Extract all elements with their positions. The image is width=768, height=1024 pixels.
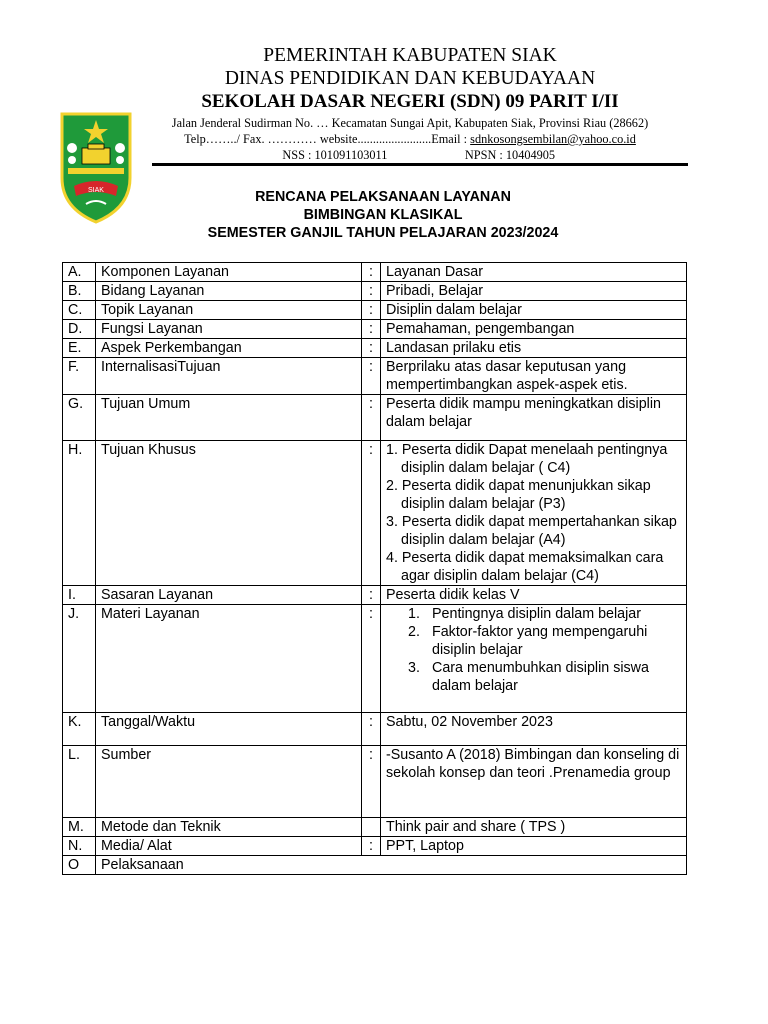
row-value: Pribadi, Belajar xyxy=(381,282,687,301)
table-row xyxy=(63,358,687,395)
row-label: Topik Layanan xyxy=(96,301,362,320)
material-list xyxy=(386,605,681,695)
row-code: C. xyxy=(63,301,96,320)
list-number: 1. xyxy=(408,606,420,622)
row-value: Peserta didik kelas V xyxy=(381,586,687,605)
row-colon: : xyxy=(362,301,381,320)
row-label: Tujuan Umum xyxy=(96,395,362,441)
row-colon: : xyxy=(362,713,381,746)
table-row xyxy=(63,263,687,282)
row-colon xyxy=(362,818,381,837)
row-value: Landasan prilaku etis xyxy=(381,339,687,358)
table-row xyxy=(63,339,687,358)
title-line-3: SEMESTER GANJIL TAHUN PELAJARAN 2023/2024 xyxy=(207,225,559,241)
letterhead-divider xyxy=(152,163,688,166)
government-name: PEMERINTAH KABUPATEN SIAK xyxy=(263,45,557,66)
row-colon: : xyxy=(362,441,381,586)
school-contact xyxy=(150,131,670,148)
list-item: 3. Peserta didik dapat mempertahankan sikap disiplin dalam belajar (A4) xyxy=(386,514,677,548)
row-code: G. xyxy=(63,395,96,441)
row-label: Metode dan Teknik xyxy=(96,818,362,837)
row-label: Bidang Layanan xyxy=(96,282,362,301)
table-row xyxy=(63,713,687,746)
school-name: SEKOLAH DASAR NEGERI (SDN) 09 PARIT I/II xyxy=(201,91,619,112)
nss-code: NSS : 101091103011 xyxy=(282,148,388,162)
school-codes xyxy=(150,148,670,163)
list-item: 2. Peserta didik dapat menunjukkan sikap disiplin dalam belajar (P3) xyxy=(386,478,651,512)
row-value: Peserta didik mampu meningkatkan disiplin dalam belajar xyxy=(381,395,687,441)
row-label: InternalisasiTujuan xyxy=(96,358,362,395)
contact-prefix: Telp……../ Fax. ………… website........................Email : xyxy=(184,132,471,146)
row-value: Layanan Dasar xyxy=(381,263,687,282)
email-link[interactable]: sdnkosongsembilan@yahoo.co.id xyxy=(470,132,636,146)
row-code: A. xyxy=(63,263,96,282)
row-colon: : xyxy=(362,358,381,395)
row-value: Pemahaman, pengembangan xyxy=(381,320,687,339)
row-code: J. xyxy=(63,605,96,713)
list-item xyxy=(408,605,681,623)
list-item xyxy=(408,659,681,695)
department-name: DINAS PENDIDIKAN DAN KEBUDAYAAN xyxy=(224,68,596,89)
list-number: 2. xyxy=(408,624,420,640)
row-code: I. xyxy=(63,586,96,605)
plan-table xyxy=(62,262,687,875)
emblem-building xyxy=(82,148,110,164)
row-code: N. xyxy=(63,837,96,856)
row-colon: : xyxy=(362,320,381,339)
table-row xyxy=(63,818,687,837)
row-code: B. xyxy=(63,282,96,301)
row-label: Materi Layanan xyxy=(96,605,362,713)
row-label: Fungsi Layanan xyxy=(96,320,362,339)
row-code: O xyxy=(63,856,96,875)
row-colon: : xyxy=(362,263,381,282)
row-value: Disiplin dalam belajar xyxy=(381,301,687,320)
specific-goals-list xyxy=(386,441,681,585)
table-row xyxy=(63,282,687,301)
table-row xyxy=(63,746,687,818)
row-colon: : xyxy=(362,746,381,818)
row-value: Berprilaku atas dasar keputusan yang mempertimbangkan aspek-aspek etis. xyxy=(381,358,687,395)
row-label: Sumber xyxy=(96,746,362,818)
row-label: Pelaksanaan xyxy=(96,856,687,875)
row-code: H. xyxy=(63,441,96,586)
row-code: E. xyxy=(63,339,96,358)
school-logo xyxy=(58,108,134,226)
npsn-code: NPSN : 10404905 xyxy=(464,148,556,162)
row-colon: : xyxy=(362,605,381,713)
table-row xyxy=(63,837,687,856)
row-colon: : xyxy=(362,339,381,358)
table-row xyxy=(63,605,687,713)
document-title xyxy=(150,188,616,242)
row-label: Tanggal/Waktu xyxy=(96,713,362,746)
list-text: Pentingnya disiplin dalam belajar xyxy=(432,606,642,622)
row-value: Think pair and share ( TPS ) xyxy=(381,818,687,837)
list-number: 3. xyxy=(408,660,420,676)
emblem-left-leaves xyxy=(67,143,77,153)
row-value xyxy=(381,441,687,586)
list-text: Faktor-faktor yang mempengaruhi disiplin belajar xyxy=(432,624,648,658)
table-row xyxy=(63,395,687,441)
row-colon: : xyxy=(362,395,381,441)
row-value: -Susanto A (2018) Bimbingan dan konseling di sekolah konsep dan teori .Prenamedia group xyxy=(381,746,687,818)
table-row xyxy=(63,441,687,586)
list-item xyxy=(408,623,681,659)
title-line-2: BIMBINGAN KLASIKAL xyxy=(303,207,463,223)
list-item: 1. Peserta didik Dapat menelaah pentingnya disiplin dalam belajar ( C4) xyxy=(386,442,668,476)
school-address: Jalan Jenderal Sudirman No. … Kecamatan Sungai Apit, Kabupaten Siak, Provinsi Riau (28662) xyxy=(171,116,649,130)
row-label: Media/ Alat xyxy=(96,837,362,856)
title-line-1: RENCANA PELAKSANAAN LAYANAN xyxy=(255,189,511,205)
row-label: Tujuan Khusus xyxy=(96,441,362,586)
row-colon: : xyxy=(362,586,381,605)
row-code: K. xyxy=(63,713,96,746)
row-label: Sasaran Layanan xyxy=(96,586,362,605)
table-row xyxy=(63,586,687,605)
svg-text:SIAK: SIAK xyxy=(88,187,104,194)
table-row xyxy=(63,301,687,320)
row-colon: : xyxy=(362,837,381,856)
row-code: L. xyxy=(63,746,96,818)
row-value: Sabtu, 02 November 2023 xyxy=(381,713,687,746)
row-value xyxy=(381,605,687,713)
row-label: Aspek Perkembangan xyxy=(96,339,362,358)
letterhead xyxy=(150,44,670,163)
table-row xyxy=(63,856,687,875)
row-code: D. xyxy=(63,320,96,339)
row-value: PPT, Laptop xyxy=(381,837,687,856)
list-item: 4. Peserta didik dapat memaksimalkan cara agar disiplin dalam belajar (C4) xyxy=(386,550,664,584)
table-row xyxy=(63,320,687,339)
row-label: Komponen Layanan xyxy=(96,263,362,282)
list-text: Cara menumbuhkan disiplin siswa dalam belajar xyxy=(432,660,649,694)
row-colon: : xyxy=(362,282,381,301)
row-code: F. xyxy=(63,358,96,395)
row-code: M. xyxy=(63,818,96,837)
